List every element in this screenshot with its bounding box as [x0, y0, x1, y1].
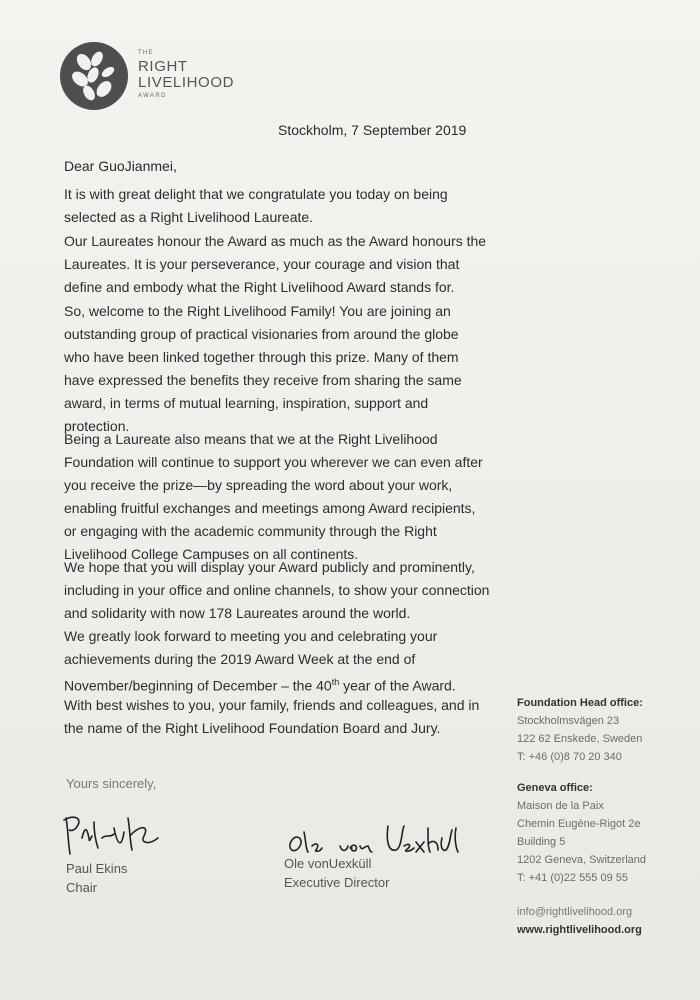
logo-wordmark: THE RIGHT LIVELIHOOD AWARD — [138, 50, 235, 99]
paragraph-1: It is with great delight that we congratulate you today on being selected as a Right Livelihood Laureate. — [64, 186, 448, 225]
chair-signature — [58, 808, 168, 858]
paragraph-4: Being a Laureate also means that we at the Right Livelihood Foundation will continue to support you wherever we can even after you receive the prize—by spreading the word about your work, enabling fruitful exchanges and meetings among Award recipients, or engaging with the academic community through the Right Livelihood College Campuses on all continents. — [64, 431, 483, 562]
head-office-address: Foundation Head office: Stockholmsvägen 23 122 62 Enskede, Sweden T: +46 (0)8 70 20 340 — [517, 697, 643, 763]
closing: Yours sincerely, — [66, 776, 157, 791]
geneva-office-address: Geneva office: Maison de la Paix Chemin Eugène-Rigot 2e Building 5 1202 Geneva, Switzerland T: +41 (0)22 555 09 55 — [517, 782, 647, 884]
email-address[interactable]: info@rightlivelihood.org — [517, 906, 633, 918]
laurel-leaves-icon — [60, 42, 128, 110]
salutation: Dear GuoJianmei, — [64, 158, 177, 174]
signatory-director-title: Executive Director — [284, 875, 390, 890]
paragraph-6: We greatly look forward to meeting you and celebrating your achievements during the 2019 Award Week at the end of November/beginning of December – the 40th year of the Award. — [64, 628, 456, 694]
paragraph-5: We hope that you will display your Award publicly and prominently, including in your office and online channels, to show your connection and solidarity with now 178 Laureates around the world. — [64, 559, 490, 621]
signatory-director — [284, 856, 389, 890]
right-livelihood-logo — [60, 42, 235, 112]
paragraph-3: So, welcome to the Right Livelihood Family! You are joining an outstanding group of practical visionaries from around the globe who have been linked together through this prize. Many of them have expressed the benefits they receive from sharing the same award, in terms of mutual learning, inspiration, support and protection. — [64, 303, 462, 434]
signatory-chair-title: Chair — [66, 880, 98, 895]
letter-date: Stockholm, 7 September 2019 — [278, 122, 467, 138]
website-link[interactable]: www.rightlivelihood.org — [517, 924, 642, 936]
signatory-chair-name: Paul Ekins — [66, 861, 128, 876]
paragraph-2: Our Laureates honour the Award as much as the Award honours the Laureates. It is your perseverance, your courage and vision that define and embody what the Right Livelihood Award stands for. — [64, 233, 487, 295]
contact-info — [517, 903, 642, 939]
paragraph-7: With best wishes to you, your family, friends and colleagues, and in the name of the Right Livelihood Foundation Board and Jury. — [64, 697, 480, 736]
signatory-chair — [66, 861, 127, 895]
signatory-director-name: Ole vonUexküll — [284, 856, 372, 871]
